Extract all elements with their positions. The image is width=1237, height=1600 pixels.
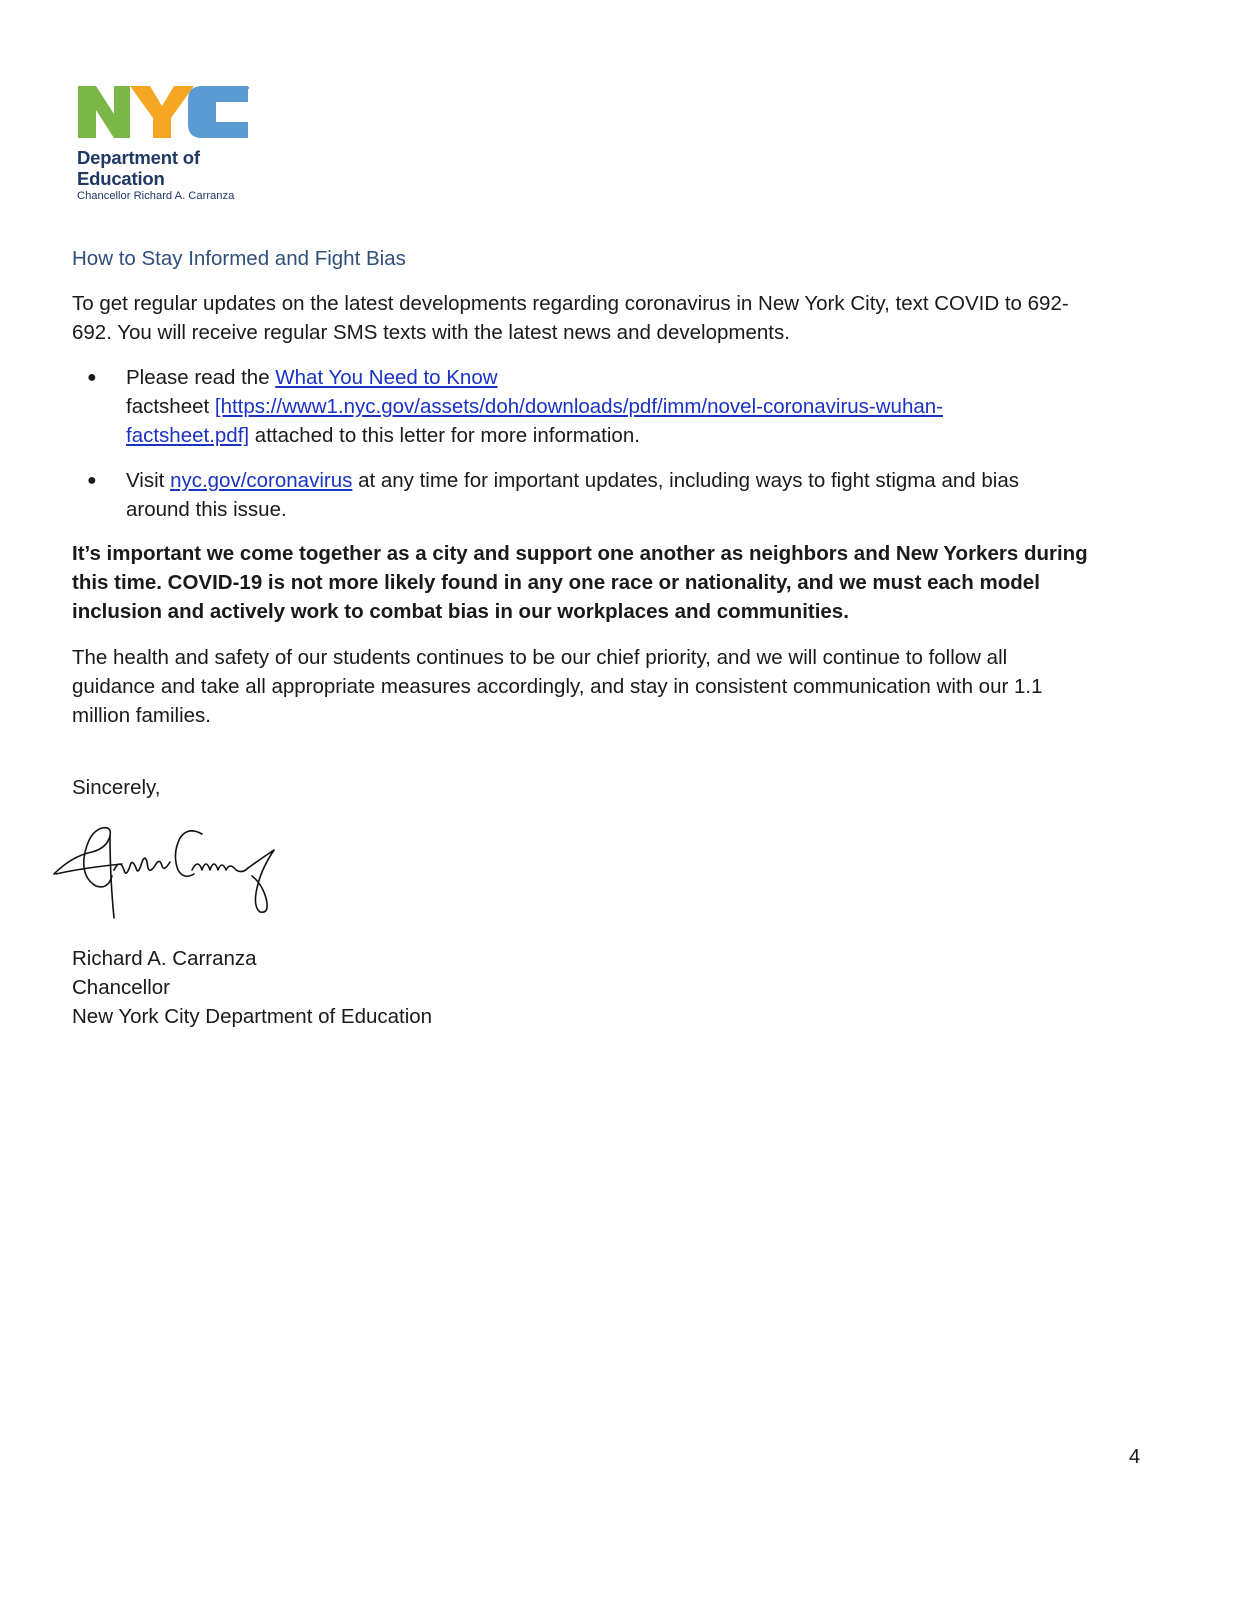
- health-line: guidance and take all appropriate measures accordingly, and stay in consistent communication with our 1.1: [72, 675, 1043, 698]
- bullet-line: [126, 363, 1146, 392]
- what-you-need-to-know-link[interactable]: What You Need to Know: [275, 366, 498, 389]
- bullet-content: [126, 466, 1146, 524]
- factsheet-url-link-cont[interactable]: factsheet.pdf]: [126, 424, 250, 447]
- community-paragraph: [72, 539, 1152, 626]
- bullet-prefix: Please read the: [126, 366, 276, 389]
- health-line: The health and safety of our students continues to be our chief priority, and we will continue to follow all: [72, 646, 1008, 669]
- closing-salutation: Sincerely,: [72, 776, 161, 799]
- bullet-suffix: attached to this letter for more information.: [249, 424, 640, 447]
- intro-line: To get regular updates on the latest developments regarding coronavirus in New York City, text COVID to 692-: [72, 292, 1069, 315]
- bold-line: inclusion and actively work to combat bias in our workplaces and communities.: [72, 600, 849, 623]
- section-heading: How to Stay Informed and Fight Bias: [72, 247, 406, 270]
- bullet-line: [126, 421, 1146, 450]
- bullet-line: [126, 466, 1146, 495]
- health-line: million families.: [72, 704, 211, 727]
- nyc-coronavirus-link[interactable]: nyc.gov/coronavirus: [170, 469, 353, 492]
- logo-department-text: Department of: [77, 147, 200, 168]
- bullet-content: [126, 363, 1146, 450]
- bold-line: It’s important we come together as a city and support one another as neighbors and New Yorkers during: [72, 542, 1088, 565]
- bullet-line: [126, 392, 1146, 421]
- bullet-dot-icon: ●: [87, 369, 97, 386]
- signer-organization: New York City Department of Education: [72, 1005, 433, 1028]
- signer-title: Chancellor: [72, 976, 170, 999]
- page-number: 4: [1129, 1446, 1141, 1468]
- nyc-logo-icon: [76, 84, 252, 142]
- bold-line: this time. COVID-19 is not more likely found in any one race or nationality, and we must each model: [72, 571, 1040, 594]
- logo-education-text: Education: [77, 168, 165, 189]
- health-paragraph: [72, 643, 1152, 730]
- bullet-suffix: at any time for important updates, including ways to fight stigma and bias: [352, 469, 1019, 492]
- bullet-line: around this issue.: [126, 498, 287, 521]
- factsheet-label: factsheet: [126, 395, 215, 418]
- signer-name: Richard A. Carranza: [72, 947, 257, 970]
- nyc-doe-logo: [76, 84, 266, 206]
- intro-paragraph: [72, 289, 1152, 347]
- logo-chancellor-text: Chancellor Richard A. Carranza: [77, 190, 235, 202]
- sign-off-block: [72, 944, 432, 1031]
- intro-line: 692. You will receive regular SMS texts with the latest news and developments.: [72, 321, 790, 344]
- bullet-prefix: Visit: [126, 469, 171, 492]
- bullet-dot-icon: ●: [87, 472, 97, 489]
- signature-icon: [52, 818, 282, 928]
- factsheet-url-link[interactable]: [https://www1.nyc.gov/assets/doh/downloads/pdf/imm/novel-coronavirus-wuhan-: [214, 395, 943, 418]
